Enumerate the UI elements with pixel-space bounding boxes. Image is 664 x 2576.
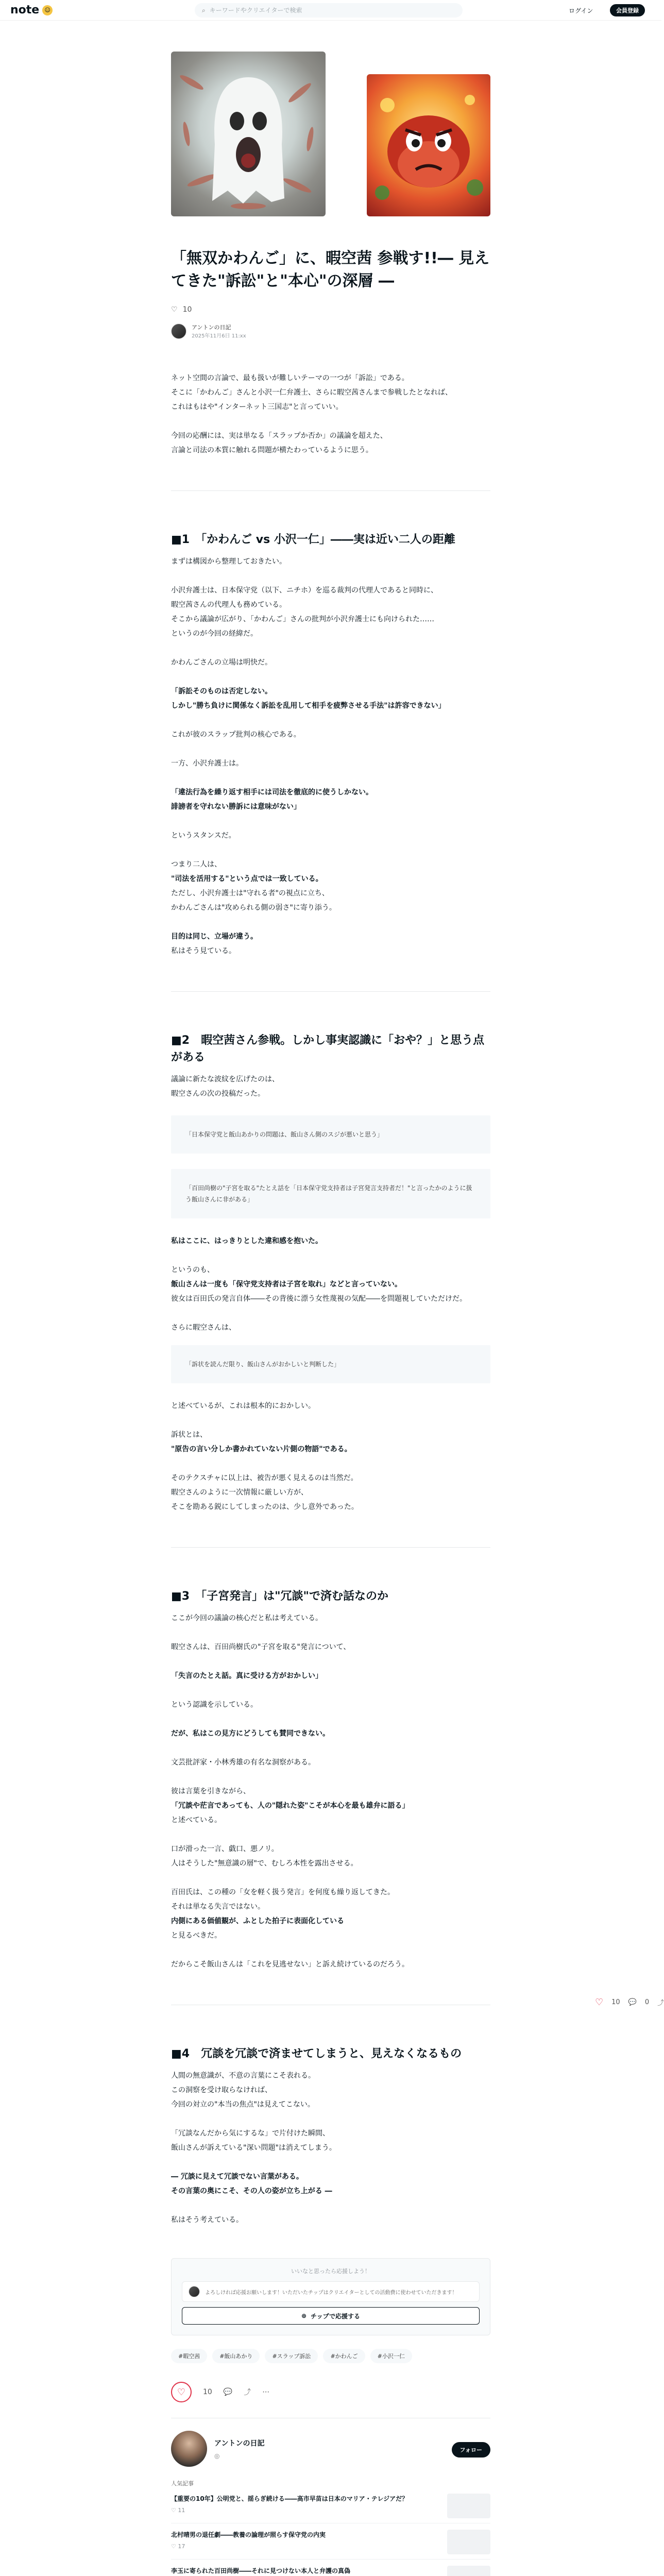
paragraph: かわんごさんの立場は明快だ。: [171, 658, 272, 667]
tag[interactable]: #小沢一仁: [370, 2349, 412, 2363]
paragraph: 暇空さんは、百田尚樹氏の"子宮を取る"発言について、: [171, 1643, 351, 1651]
heart-icon[interactable]: ♡: [171, 306, 178, 314]
author-card-name[interactable]: アントンの日記: [214, 2439, 265, 2448]
like-count: 10: [203, 2388, 212, 2396]
section-divider: [171, 1547, 490, 1548]
paragraph: それは単なる失言ではない。: [171, 1903, 265, 1911]
paragraph: そこに「かわんご」さんと小沢一仁弁護士、さらに暇空茜さんまで参戦したとなれば、: [171, 388, 452, 397]
support-box: [171, 2258, 490, 2335]
paragraph: 私はそう見ている。: [171, 947, 236, 955]
popular-item[interactable]: [171, 2560, 490, 2576]
paragraph: 小沢弁護士は、日本保守党（以下、ニチホ）を巡る裁判の代理人であると同時に、: [171, 586, 438, 595]
paragraph: 百田氏は、この種の「女を軽く扱う発言」を何度も繰り返してきた。: [171, 1888, 395, 1896]
rss-icon[interactable]: ◎: [214, 2452, 220, 2460]
article-body: [171, 371, 490, 2227]
popular-item-title: 【重要の10年】公明党と、揺らぎ続ける――高市早苗は日本のマリア・テレジアだ？: [171, 2495, 408, 2502]
paragraph: という認識を示している。: [171, 1701, 258, 1709]
paragraph: "原告の言い分しか書かれていない片側の物語"である。: [171, 1445, 352, 1453]
popular-item-thumbnail: [447, 2566, 490, 2576]
logo-text: note: [10, 4, 40, 16]
paragraph: その言葉の奥にこそ、その人の姿が立ち上がる ―: [171, 2187, 332, 2195]
paragraph: 彼女は百田氏の発言自体――その背後に漂う女性蔑視の気配――を問題視していただけだ。: [171, 1295, 467, 1303]
article-actions: [171, 2382, 490, 2402]
popular-item-likes: ♡ 17: [171, 2543, 185, 2550]
paragraph: 訴状とは、: [171, 1431, 207, 1439]
logo-badge-icon: ☺: [42, 5, 53, 15]
author-card: [171, 2418, 490, 2467]
paragraph: というスタンスだ。: [171, 832, 236, 840]
bold-quote: 「失言のたとえ話。真に受ける方がおかしい」: [171, 1672, 322, 1680]
paragraph: 暇空さんのように一次情報に厳しい方が、: [171, 1488, 308, 1497]
search-icon: ⌕: [202, 6, 206, 14]
author-row: [171, 323, 490, 339]
section-divider: [171, 490, 490, 491]
note-logo[interactable]: [10, 4, 53, 16]
search-input[interactable]: [210, 7, 447, 14]
quote-block: 「訴状を読んだ限り、飯山さんがおかしいと判断した」: [171, 1345, 490, 1383]
paragraph: と述べているが、これは根本的におかしい。: [171, 1402, 315, 1410]
paragraph: と見るべきだ。: [171, 1931, 222, 1940]
paragraph: そこを勘ある鋭にしてしまったのは、少し意外であった。: [171, 1503, 359, 1511]
bold-quote: 「訴訟そのものは否定しない。: [171, 687, 272, 696]
bold-quote: 誹謗者を守れない勝訴には意味がない」: [171, 803, 301, 811]
paragraph: 暇空茜さんの代理人も務めている。: [171, 601, 286, 609]
paragraph: さらに暇空さんは、: [171, 1324, 236, 1332]
top-bar: [0, 0, 661, 21]
hero-images: [171, 52, 490, 216]
popular-item-thumbnail: [447, 2530, 490, 2554]
paragraph: ここが今回の議論の核心だと私は考えている。: [171, 1614, 322, 1622]
popular-item[interactable]: [171, 2523, 490, 2560]
paragraph: 文芸批評家・小林秀雄の有名な洞察がある。: [171, 1758, 315, 1767]
bold-quote: しかし"勝ち負けに関係なく訴訟を乱用して相手を疲弊させる手法"は許容できない」: [171, 702, 446, 710]
tip-icon: ⊛: [301, 2312, 307, 2319]
like-button[interactable]: [171, 2382, 192, 2402]
section-heading: ■4 冗談を冗談で済ませてしまうと、見えなくなるもの: [171, 2047, 462, 2060]
paragraph: つまり二人は、: [171, 860, 222, 869]
paragraph: 議論に新たな波紋を広げたのは、: [171, 1075, 279, 1083]
popular-item-title: 李玉に寄られた百田尚樹――それに見つけない本人と弁護の真偽: [171, 2567, 351, 2574]
paragraph: 飯山さんが訴えている"深い問題"は消えてしまう。: [171, 2144, 336, 2152]
heart-icon[interactable]: ♡: [595, 1997, 604, 2008]
paragraph: そこから議論が広がり、「かわんご」さんの批判が小沢弁護士にも向けられた……: [171, 615, 434, 623]
author-name[interactable]: アントンの日記: [192, 324, 231, 331]
paragraph: 彼は言葉を引きながら、: [171, 1787, 250, 1795]
paragraph: だが、私はこの見方にどうしても賛同できない。: [171, 1730, 330, 1738]
section-heading: ■1 「かわんご vs 小沢一仁」――実は近い二人の距離: [171, 533, 455, 546]
share-icon[interactable]: ⤴: [244, 2388, 251, 2397]
popular-label: 人気記事: [171, 2480, 194, 2487]
paragraph: これはもはや"インターネット三国志"と言っていい。: [171, 403, 343, 411]
paragraph: かわんごさんは"攻められる側の弱さ"に寄り添う。: [171, 904, 336, 912]
paragraph: 私はここに、はっきりとした違和感を抱いた。: [171, 1237, 322, 1245]
search-bar[interactable]: [195, 3, 463, 18]
paragraph: 目的は同じ、立場が違う。: [171, 933, 258, 941]
paragraph: 人はそうした"無意識の層"で、むしろ本性を露出させる。: [171, 1859, 358, 1868]
paragraph: 飯山さんは一度も「保守党支持者は子宮を取れ」などと言っていない。: [171, 1280, 402, 1289]
tag[interactable]: #スラップ訴訟: [265, 2349, 318, 2363]
floating-like-count: 10: [611, 1998, 620, 2006]
tip-button[interactable]: [182, 2307, 480, 2325]
paragraph: ― 冗談に見えて冗談でない言葉がある。: [171, 2173, 303, 2181]
paragraph: "司法を活用する"という点では一致している。: [171, 875, 323, 883]
paragraph: 暇空さんの次の投稿だった。: [171, 1090, 265, 1098]
paragraph: まずは構図から整理しておきたい。: [171, 557, 286, 566]
paragraph: 人間の無意識が、不意の言葉にこそ表れる。: [171, 2072, 315, 2080]
author-avatar[interactable]: [171, 324, 186, 339]
tag[interactable]: #飯山あかり: [212, 2349, 260, 2363]
support-message-text: よろしければ応援お願いします！いただいたチップはクリエイターとしての活動費に使わせていただきます！: [205, 2290, 457, 2296]
popular-item-thumbnail: [447, 2494, 490, 2518]
tip-button-label: チップで応援する: [311, 2312, 361, 2320]
heart-icon: ♡: [177, 2386, 186, 2398]
paragraph: 私はそう考えている。: [171, 2216, 243, 2224]
floating-action-bar: [595, 1997, 664, 2008]
paragraph: 今回の応酬には、実は単なる「スラップか否か」の議論を超えた、: [171, 432, 387, 440]
paragraph: 「冗談なんだから気にするな」で片付けた瞬間、: [171, 2129, 330, 2138]
paragraph: ネット空間の言論で、最も扱いが難しいテーマの一つが「訴訟」である。: [171, 374, 409, 382]
author-avatar: [189, 2286, 200, 2297]
more-icon[interactable]: ⋯: [262, 2388, 270, 2396]
quote-block: 「百田尚樹の"子宮を取る"たとえ話を「日本保守党支持者は子宮発言支持者だ！"と言ったかのように扱う飯山さんに非がある」: [171, 1169, 490, 1218]
paragraph: 「冗談や茫言であっても、人の"隠れた姿"こそが本心を最も雄弁に語る」: [171, 1802, 410, 1810]
tag[interactable]: #かわんご: [323, 2349, 365, 2363]
ghost-illustration: [171, 52, 326, 216]
popular-item-likes: ♡ 11: [171, 2507, 185, 2514]
paragraph: 一方、小沢弁護士は。: [171, 759, 243, 768]
paragraph: 口が滑った一言、戯口、悪ノリ。: [171, 1845, 279, 1853]
signup-button[interactable]: 会員登録: [610, 4, 645, 16]
paragraph: ただし、小沢弁護士は"守れる者"の視点に立ち、: [171, 889, 329, 897]
section-divider: [171, 991, 490, 992]
tag-list: [171, 2349, 490, 2363]
author-avatar-large[interactable]: [171, 2431, 207, 2467]
paragraph: 今回の対立の"本当の焦点"は見えてこない。: [171, 2100, 315, 2109]
share-icon[interactable]: ⤴: [657, 1999, 664, 2007]
paragraph: 内側にある価値観が、ふとした拍子に表面化している: [171, 1917, 344, 1925]
paragraph: これが彼のスラップ批判の核心である。: [171, 731, 301, 739]
popular-item-title: 北村晴男の退任劇――教養の論理が照らす保守党の内実: [171, 2531, 326, 2538]
paragraph: と述べている。: [171, 1816, 222, 1824]
likes-row: [171, 306, 490, 314]
section-heading: ■3 「子宮発言」は"冗談"で済む話なのか: [171, 1590, 389, 1603]
section-heading: ■2 暇空茜さん参戦。しかし事実認識に「おや？」と思う点がある: [171, 1034, 485, 1064]
paragraph: 言論と司法の本質に触れる問題が横たわっているように思う。: [171, 446, 373, 454]
paragraph: というのが今回の経緯だ。: [171, 630, 258, 638]
paragraph: だからこそ飯山さんは「これを見逃せない」と訴え続けているのだろう。: [171, 1960, 409, 1969]
tag[interactable]: #暇空茜: [171, 2349, 207, 2363]
support-label: いいなと思ったら応援しよう！: [291, 2268, 370, 2275]
login-link[interactable]: ログイン: [569, 7, 593, 14]
comment-icon[interactable]: 💬: [628, 1998, 637, 2006]
popular-item[interactable]: [171, 2487, 490, 2523]
support-message: [182, 2281, 480, 2302]
like-count: 10: [182, 306, 192, 314]
floating-comment-count: 0: [644, 1998, 650, 2006]
quote-block: 「日本保守党と飯山あかりの問題は、飯山さん側のスジが悪いと思う」: [171, 1115, 490, 1154]
paragraph: というのも、: [171, 1266, 214, 1274]
article: [171, 52, 490, 2576]
publish-date: 2025年11月6日 11:xx: [192, 333, 246, 339]
angry-creature-illustration: [367, 74, 490, 216]
paragraph: この洞察を受け取らなければ、: [171, 2086, 272, 2094]
paragraph: そのテクスチャに以上は、被告が悪く見えるのは当然だ。: [171, 1474, 358, 1482]
follow-button[interactable]: フォロー: [452, 2442, 490, 2458]
comment-icon[interactable]: 💬: [223, 2388, 233, 2396]
bold-quote: 「違法行為を繰り返す相手には司法を徹底的に使うしかない。: [171, 788, 373, 796]
article-title: 「無双かわんご」に、暇空茜 参戦す!!― 見えてきた"訴訟"と"本心"の深層 ―: [171, 249, 490, 290]
